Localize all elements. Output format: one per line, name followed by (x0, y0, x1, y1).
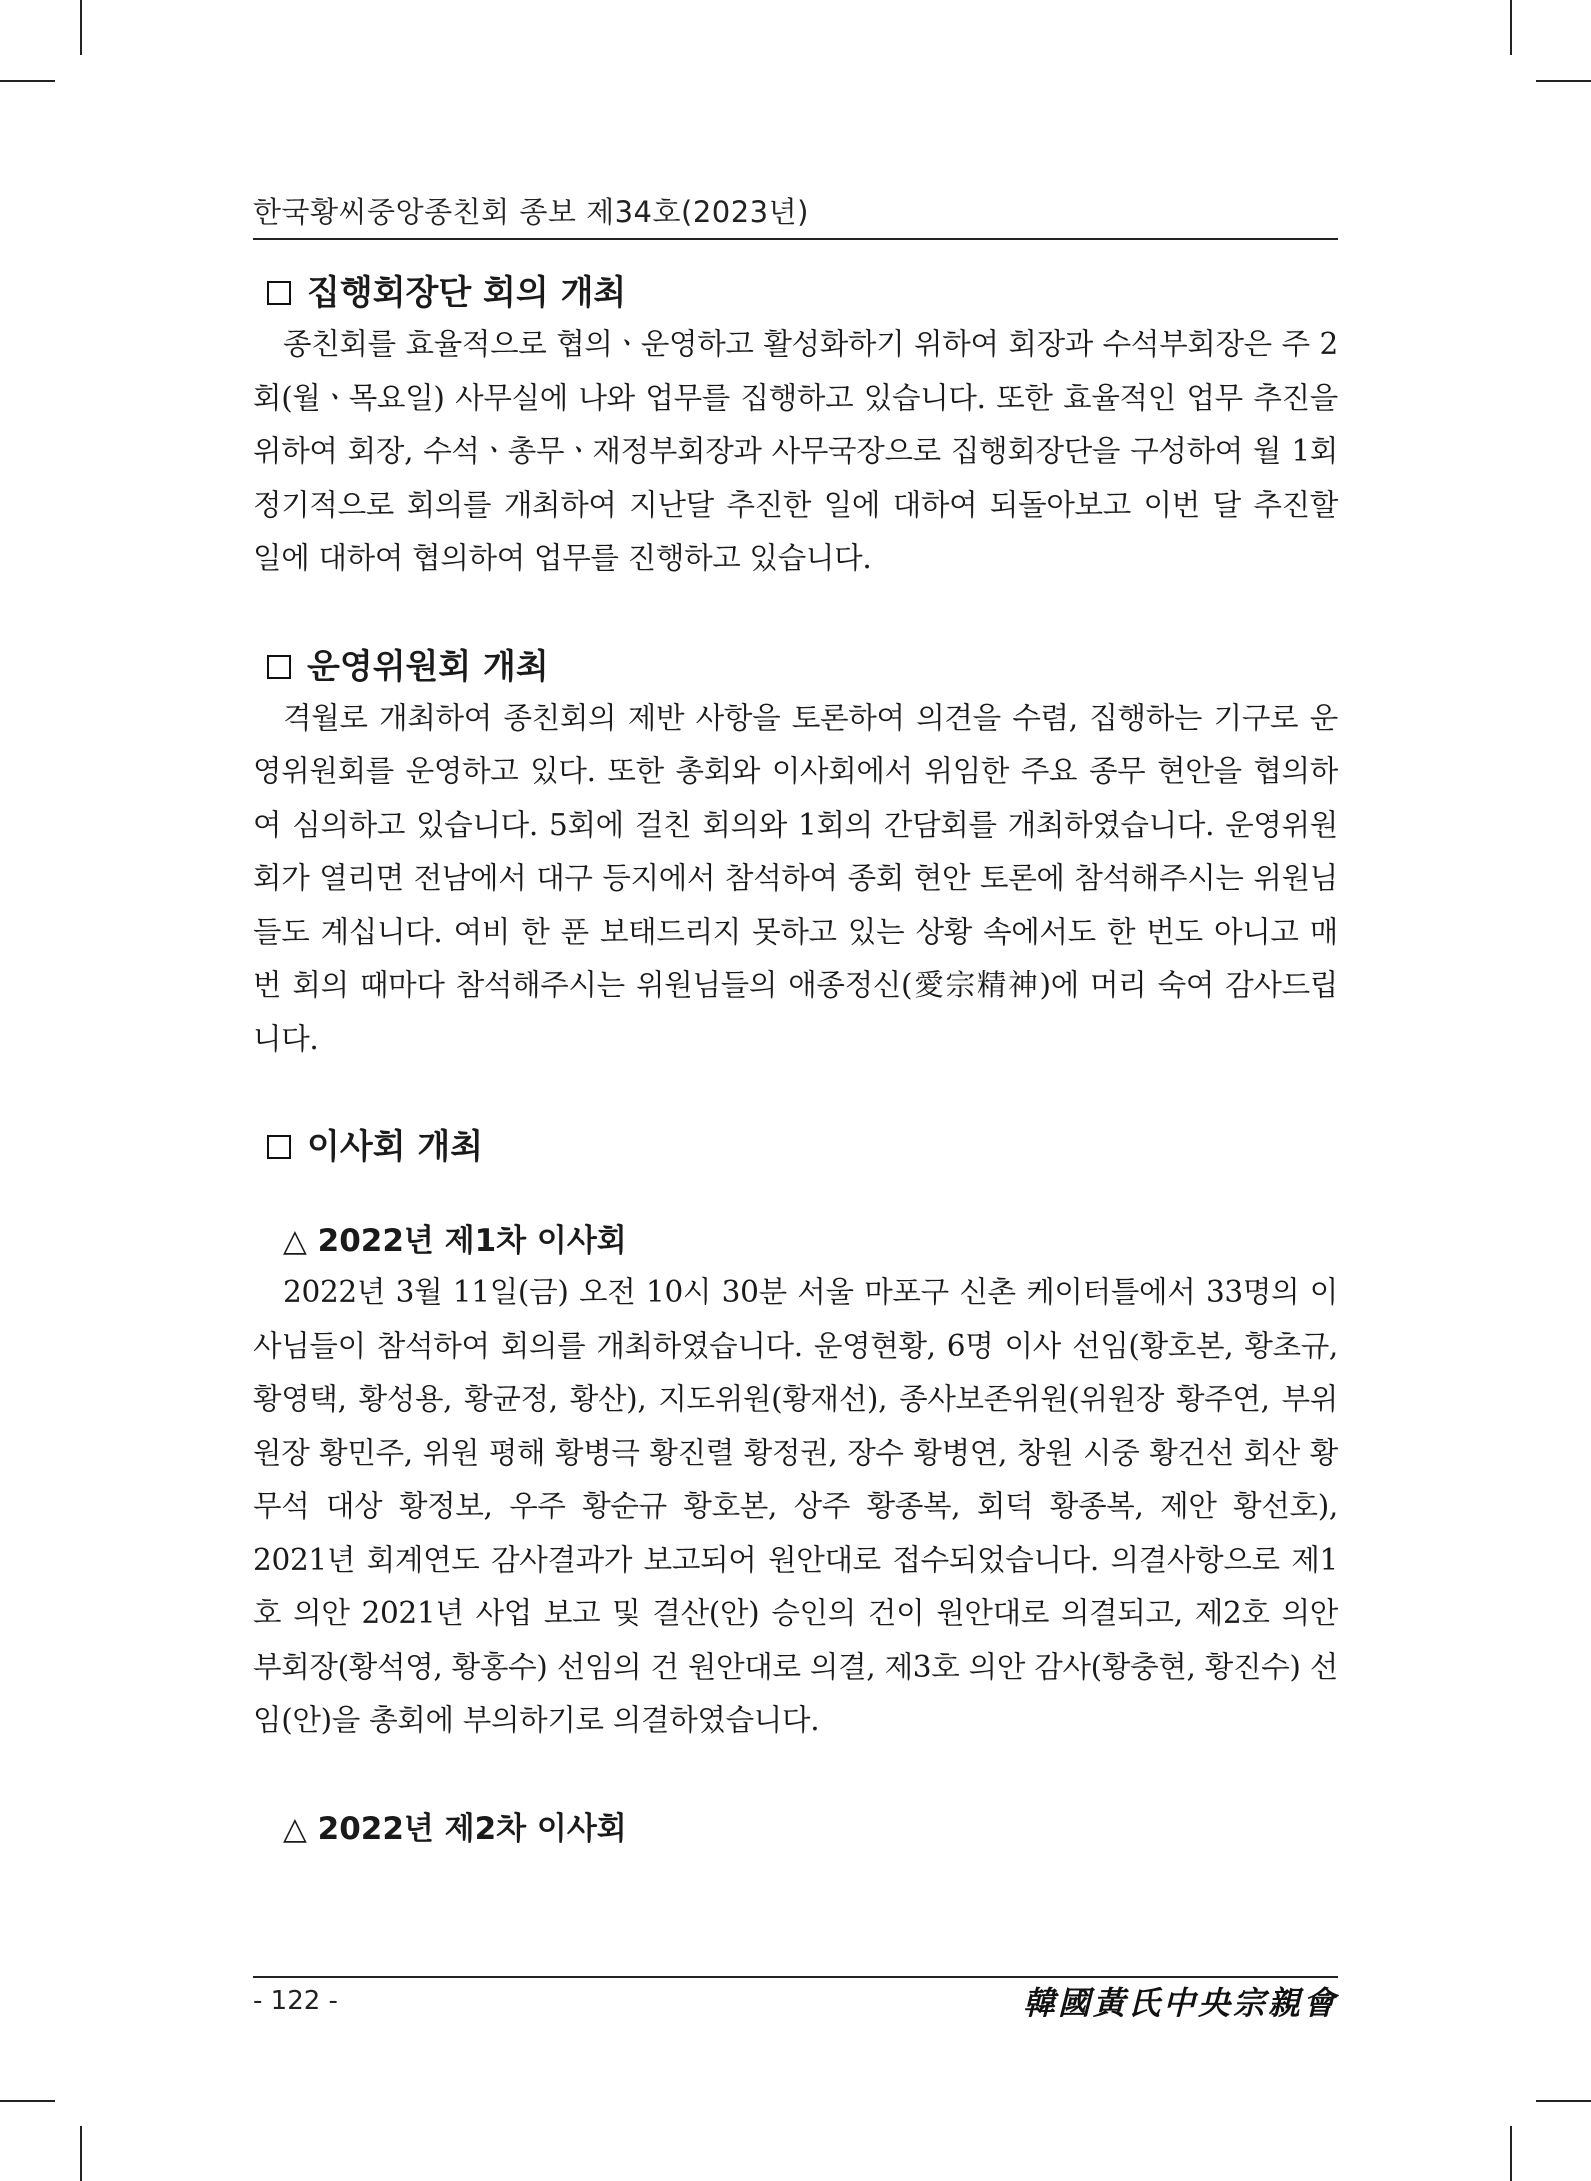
subsection-title: △ 2022년 제2차 이사회 (283, 1810, 627, 1847)
crop-mark (80, 0, 82, 55)
crop-mark (80, 2126, 82, 2181)
section-paragraph: 종친회를 효율적으로 협의ㆍ운영하고 활성화하기 위하여 회장과 수석부회장은 주 2회(월ㆍ목요일) 사무실에 나와 업무를 집행하고 있습니다. 또한 효율적인 업무 추진을 위하여 회장, 수석ㆍ총무ㆍ재정부회장과 사무국장으로 집행회장단을 구성하여 월 1회 정기적으로 회의를 개최하여 지난달 추진한 일에 대하여 되돌아보고 이번 달 추진할 일에 대하여 협의하여 업무를 진행하고 있습니다. (253, 327, 1338, 575)
section-paragraph: 격월로 개최하여 종친회의 제반 사항을 토론하여 의견을 수렴, 집행하는 기구로 운영위원회를 운영하고 있다. 또한 총회와 이사회에서 위임한 주요 종무 현안을 협의하여 심의하고 있습니다. 5회에 걸친 회의와 1회의 간담회를 개최하였습니다. 운영위원회가 열리면 전남에서 대구 등지에서 참석하여 종회 현안 토론에 참석해주시는 위원님들도 계십니다. 여비 한 푼 보태드리지 못하고 있는 상황 속에서도 한 번도 아니고 매번 회의 때마다 참석해주시는 위원님들의 애종정신(愛宗精神)에 머리 숙여 감사드립니다. (253, 700, 1338, 1056)
section-heading (267, 1122, 1338, 1172)
section-heading (267, 642, 1338, 692)
subsection-title: △ 2022년 제1차 이사회 (283, 1223, 627, 1259)
crop-mark (1510, 2126, 1512, 2181)
crop-mark (0, 80, 55, 82)
page-content (253, 268, 1338, 1854)
page-number: - 122 - (253, 1986, 338, 2016)
crop-mark (1536, 80, 1591, 82)
section-title: 이사회 개최 (307, 1127, 484, 1167)
checkbox-square-icon (267, 1135, 291, 1159)
checkbox-square-icon (267, 655, 291, 679)
crop-mark (1510, 0, 1512, 55)
crop-mark (1536, 2100, 1591, 2102)
running-header: 한국황씨중앙종친회 종보 제34호(2023년) (253, 195, 809, 229)
section-heading (267, 268, 1338, 318)
crop-mark (0, 2100, 55, 2102)
checkbox-square-icon (267, 281, 291, 305)
section-title: 집행회장단 회의 개최 (307, 273, 627, 313)
header-rule (253, 238, 1338, 240)
section-title: 운영위원회 개최 (307, 646, 549, 687)
subsection-paragraph: 2022년 3월 11일(금) 오전 10시 30분 서울 마포구 신촌 케이터틀에서 33명의 이사님들이 참석하여 회의를 개최하였습니다. 운영현황, 6명 이사 선임(황호본, 황초규, 황영택, 황성용, 황균정, 황산), 지도위원(황재선), 종사보존위원(위원장 황주연, 부위원장 황민주, 위원 평해 황병극 황진렬 황정권, 장수 황병연, 창원 시중 황건선 회산 황무석 대상 황정보, 우주 황순규 황호본, 상주 황종복, 회덕 황종복, 제안 황선호), 2021년 회계연도 감사결과가 보고되어 원안대로 접수되었습니다. 의결사항으로 제1호 의안 2021년 사업 보고 및 결산(안) 승인의 건이 원안대로 의결되고, 제2호 의안 부회장(황석영, 황홍수) 선임의 건 원안대로 의결, 제3호 의안 감사(황충현, 황진수) 선임(안)을 총회에 부의하기로 의결하였습니다. (253, 1275, 1338, 1737)
brand-logo-text: 韓國黃氏中央宗親會 (1022, 1984, 1338, 2022)
